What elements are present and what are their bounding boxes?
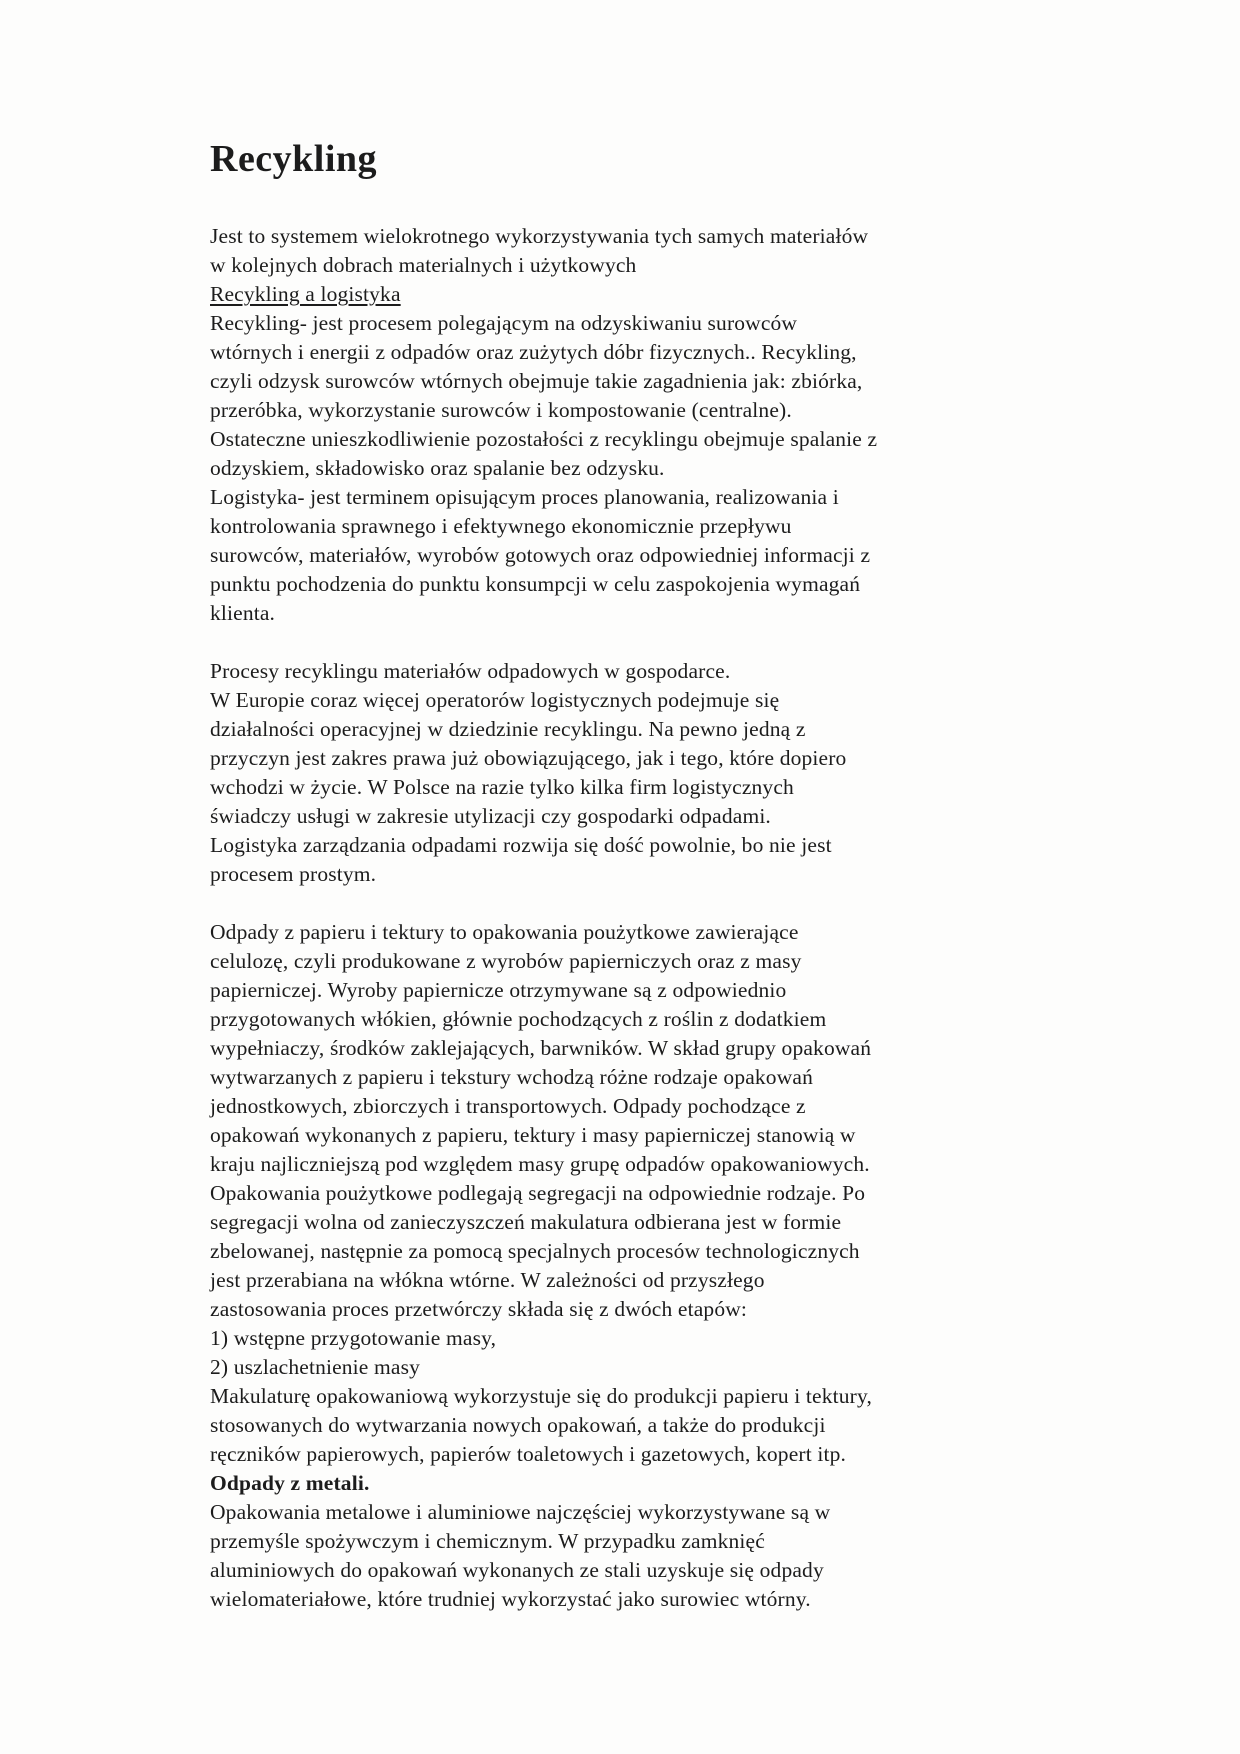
text-line: surowców, materiałów, wyrobów gotowych oraz odpowiedniej informacji z <box>210 543 871 567</box>
text-line: papierniczej. Wyroby papiernicze otrzymywane są z odpowiednio <box>210 978 787 1002</box>
text-line: Odpady z papieru i tektury to opakowania poużytkowe zawierające <box>210 920 799 944</box>
text-line: celulozę, czyli produkowane z wyrobów papierniczych oraz z masy <box>210 949 802 973</box>
text-line: opakowań wykonanych z papieru, tektury i masy papierniczej stanowią w <box>210 1123 856 1147</box>
text-line: Logistyka- jest terminem opisującym proces planowania, realizowania i <box>210 485 839 509</box>
text-line: odzyskiem, składowisko oraz spalanie bez odzysku. <box>210 456 665 480</box>
text-line: przeróbka, wykorzystanie surowców i kompostowanie (centralne). <box>210 398 792 422</box>
text-line: czyli odzysk surowców wtórnych obejmuje takie zagadnienia jak: zbiórka, <box>210 369 863 393</box>
text-line: segregacji wolna od zanieczyszczeń makulatura odbierana jest w formie <box>210 1210 842 1234</box>
section-heading-bold: Odpady z metali. <box>210 1471 370 1495</box>
text-line: zastosowania proces przetwórczy składa się z dwóch etapów: <box>210 1297 748 1321</box>
text-line: klienta. <box>210 601 276 625</box>
text-column <box>210 222 1050 1614</box>
text-line: Logistyka zarządzania odpadami rozwija się dość powolnie, bo nie jest <box>210 833 832 857</box>
text-line: w kolejnych dobrach materialnych i użytkowych <box>210 253 637 277</box>
text-line: jednostkowych, zbiorczych i transportowych. Odpady pochodzące z <box>210 1094 806 1118</box>
text-line: przyczyn jest zakres prawa już obowiązującego, jak i tego, które dopiero <box>210 746 847 770</box>
text-line: świadczy usługi w zakresie utylizacji czy gospodarki odpadami. <box>210 804 771 828</box>
text-line: działalności operacyjnej w dziedzinie recyklingu. Na pewno jedną z <box>210 717 806 741</box>
text-line: stosowanych do wytwarzania nowych opakowań, a także do produkcji <box>210 1413 826 1437</box>
text-line: wytwarzanych z papieru i tekstury wchodzą różne rodzaje opakowań <box>210 1065 813 1089</box>
text-line: kontrolowania sprawnego i efektywnego ekonomicznie przepływu <box>210 514 792 538</box>
text-line: Jest to systemem wielokrotnego wykorzystywania tych samych materiałów <box>210 224 869 248</box>
text-line: wypełniaczy, środków zaklejających, barwników. W skład grupy opakowań <box>210 1036 872 1060</box>
text-line: przemyśle spożywczym i chemicznym. W przypadku zamknięć <box>210 1529 765 1553</box>
text-line: procesem prostym. <box>210 862 377 886</box>
blank-line <box>210 889 1050 918</box>
text-line: 2) uszlachetnienie masy <box>210 1355 421 1379</box>
text-line: Opakowania poużytkowe podlegają segregacji na odpowiednie rodzaje. Po <box>210 1181 866 1205</box>
text-line: ręczników papierowych, papierów toaletowych i gazetowych, kopert itp. <box>210 1442 847 1466</box>
section-heading-underlined: Recykling a logistyka <box>210 282 401 306</box>
text-line: zbelowanej, następnie za pomocą specjalnych procesów technologicznych <box>210 1239 860 1263</box>
text-line: Makulaturę opakowaniową wykorzystuje się do produkcji papieru i tektury, <box>210 1384 872 1408</box>
text-line: W Europie coraz więcej operatorów logistycznych podejmuje się <box>210 688 780 712</box>
page-title: Recykling <box>210 138 378 180</box>
text-line: punktu pochodzenia do punktu konsumpcji w celu zaspokojenia wymagań <box>210 572 861 596</box>
blank-line <box>210 628 1050 657</box>
text-line: jest przerabiana na włókna wtórne. W zależności od przyszłego <box>210 1268 765 1292</box>
text-line: 1) wstępne przygotowanie masy, <box>210 1326 497 1350</box>
text-line: Opakowania metalowe i aluminiowe najczęściej wykorzystywane są w <box>210 1500 831 1524</box>
text-line: wchodzi w życie. W Polsce na razie tylko kilka firm logistycznych <box>210 775 794 799</box>
text-line: kraju najliczniejszą pod względem masy grupę odpadów opakowaniowych. <box>210 1152 870 1176</box>
text-line: Procesy recyklingu materiałów odpadowych w gospodarce. <box>210 659 731 683</box>
text-line: wtórnych i energii z odpadów oraz zużytych dóbr fizycznych.. Recykling, <box>210 340 857 364</box>
text-line: wielomateriałowe, które trudniej wykorzystać jako surowiec wtórny. <box>210 1587 811 1611</box>
text-line: przygotowanych włókien, głównie pochodzących z roślin z dodatkiem <box>210 1007 827 1031</box>
text-line: Ostateczne unieszkodliwienie pozostałości z recyklingu obejmuje spalanie z <box>210 427 878 451</box>
text-line: aluminiowych do opakowań wykonanych ze stali uzyskuje się odpady <box>210 1558 824 1582</box>
text-line: Recykling- jest procesem polegającym na odzyskiwaniu surowców <box>210 311 798 335</box>
